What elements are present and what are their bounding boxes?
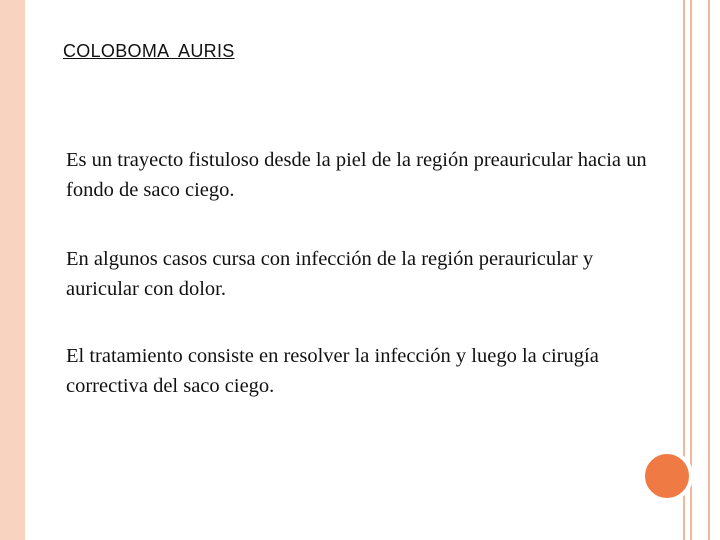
body-paragraph: En algunos casos cursa con infección de la región perauricular y auricular con dolor. xyxy=(66,248,594,300)
body-paragraph: El tratamiento consiste en resolver la infección y luego la cirugía correctiva del saco ciego. xyxy=(66,345,599,397)
accent-circle xyxy=(641,450,693,502)
left-decorative-band xyxy=(0,0,25,540)
body-paragraph: Es un trayecto fistuloso desde la piel de la región preauricular hacia un fondo de saco ciego. xyxy=(66,149,647,201)
slide-title: COLOBOMA AURIS xyxy=(63,41,235,61)
right-decorative-rule xyxy=(708,0,710,540)
right-decorative-rule xyxy=(690,0,692,540)
